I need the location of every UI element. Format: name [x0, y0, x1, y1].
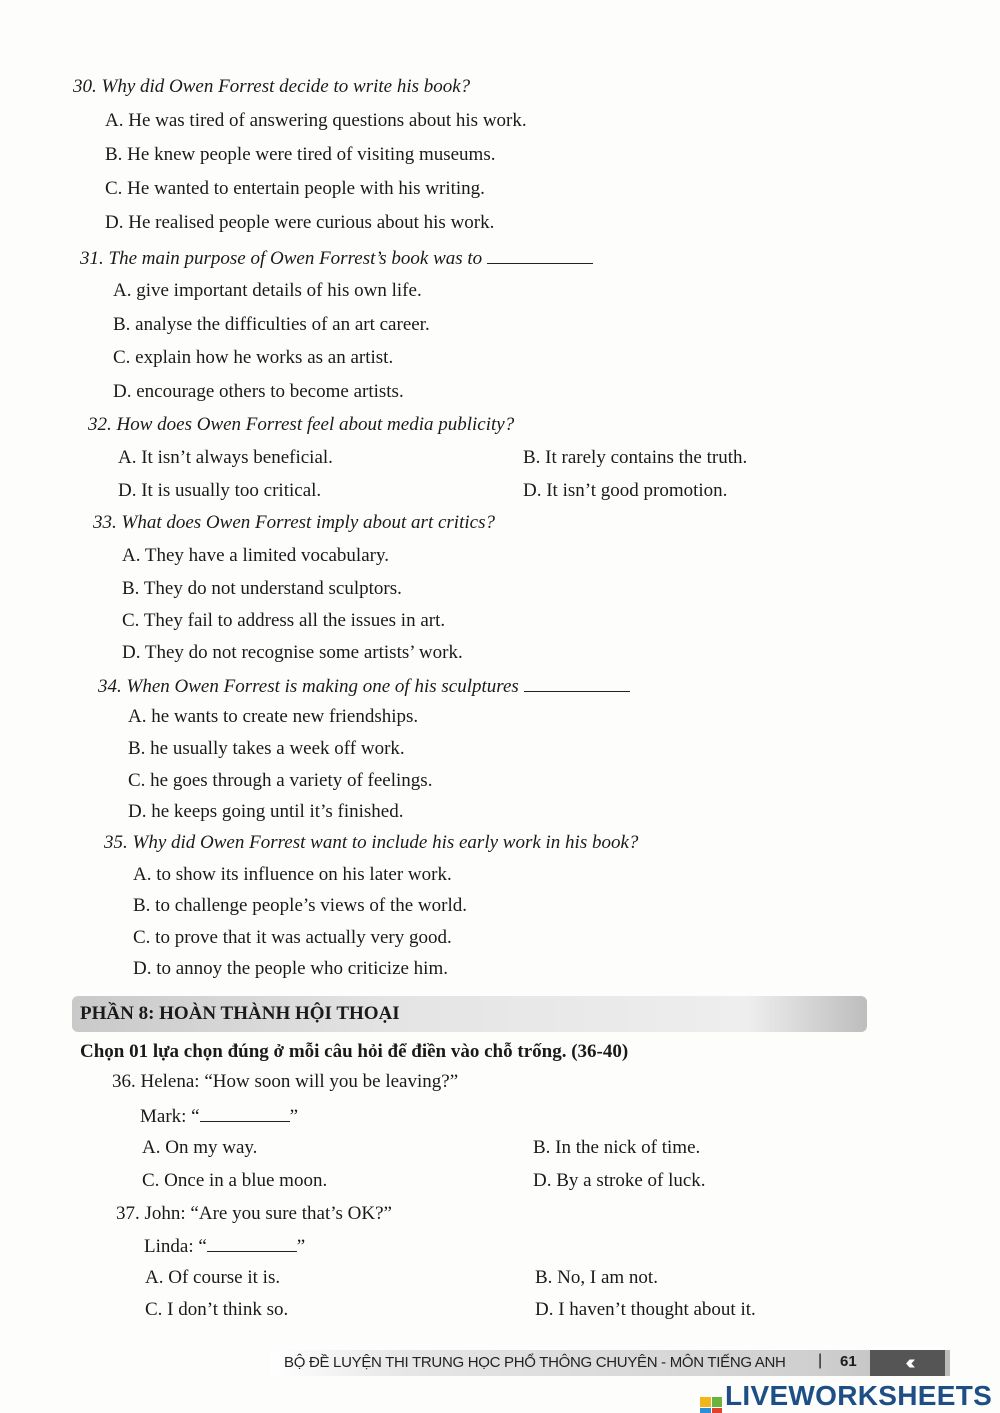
question-31	[80, 247, 593, 270]
option: D. to annoy the people who criticize him.	[133, 958, 448, 979]
option: D. He realised people were curious about his work.	[105, 212, 495, 233]
page-number: 61	[840, 1353, 857, 1370]
liveworksheets-logo[interactable]	[700, 1380, 992, 1413]
option: A. He was tired of answering questions about his work.	[105, 110, 527, 131]
option: C. explain how he works as an artist.	[113, 347, 394, 368]
option: D. encourage others to become artists.	[113, 381, 404, 402]
reply-close-quote: ”	[296, 1236, 306, 1257]
option: C. to prove that it was actually very good.	[133, 927, 452, 948]
option: B. In the nick of time.	[533, 1137, 701, 1158]
dialogue-36-reply	[140, 1105, 298, 1128]
answer-blank[interactable]	[524, 675, 630, 692]
footer-separator: |	[818, 1352, 823, 1369]
answer-blank[interactable]	[487, 247, 593, 264]
logo-text: LIVEWORKSHEETS	[725, 1380, 993, 1411]
option: A. On my way.	[142, 1137, 258, 1158]
option: B. analyse the difficulties of an art career.	[113, 314, 430, 335]
dialogue-37-prompt: 37. John: “Are you sure that’s OK?”	[116, 1203, 392, 1224]
footer-title: BỘ ĐỀ LUYỆN THI TRUNG HỌC PHỔ THÔNG CHUYÊN - MÔN TIẾNG ANH	[284, 1354, 786, 1371]
option: A. It isn’t always beneficial.	[118, 447, 333, 468]
option: B. to challenge people’s views of the world.	[133, 895, 468, 916]
option: D. It isn’t good promotion.	[523, 480, 728, 501]
option: A. They have a limited vocabulary.	[122, 545, 389, 566]
option: C. I don’t think so.	[145, 1299, 289, 1320]
option: B. he usually takes a week off work.	[128, 738, 405, 759]
option: D. I haven’t thought about it.	[535, 1299, 756, 1320]
option: D. By a stroke of luck.	[533, 1170, 706, 1191]
option: B. They do not understand sculptors.	[122, 578, 402, 599]
question-30: 30. Why did Owen Forrest decide to write his book?	[73, 76, 471, 97]
section-instruction: Chọn 01 lựa chọn đúng ở mỗi câu hỏi để điền vào chỗ trống. (36-40)	[80, 1041, 629, 1062]
option: A. give important details of his own life.	[113, 280, 422, 301]
option: C. They fail to address all the issues in art.	[122, 610, 446, 631]
dialogue-37-reply	[144, 1235, 305, 1258]
option: A. to show its influence on his later work.	[133, 864, 452, 885]
question-text: 31. The main purpose of Owen Forrest’s book was to	[80, 248, 483, 269]
answer-blank[interactable]	[200, 1105, 290, 1122]
option: C. He wanted to entertain people with his writing.	[105, 178, 485, 199]
question-text: 34. When Owen Forrest is making one of his sculptures	[98, 676, 519, 697]
option: A. he wants to create new friendships.	[128, 706, 419, 727]
question-35: 35. Why did Owen Forrest want to include his early work in his book?	[104, 832, 639, 853]
question-34	[98, 675, 630, 698]
option: C. Once in a blue moon.	[142, 1170, 328, 1191]
option: B. He knew people were tired of visiting museums.	[105, 144, 496, 165]
section-title: PHẦN 8: HOÀN THÀNH HỘI THOẠI	[80, 1003, 400, 1024]
question-32: 32. How does Owen Forrest feel about media publicity?	[88, 414, 515, 435]
dialogue-36-prompt: 36. Helena: “How soon will you be leaving?”	[112, 1071, 459, 1092]
reply-speaker: Mark: “	[140, 1106, 200, 1127]
answer-blank[interactable]	[207, 1235, 297, 1252]
option: A. Of course it is.	[145, 1267, 281, 1288]
option: D. he keeps going until it’s finished.	[128, 801, 404, 822]
question-33: 33. What does Owen Forrest imply about art critics?	[93, 512, 495, 533]
section-header	[72, 996, 867, 1032]
reply-close-quote: ”	[289, 1106, 299, 1127]
option: D. They do not recognise some artists’ work.	[122, 642, 463, 663]
option: D. It is usually too critical.	[118, 480, 322, 501]
reply-speaker: Linda: “	[144, 1236, 207, 1257]
option: C. he goes through a variety of feelings.	[128, 770, 433, 791]
chevron-decoration-icon: ‹‹‹‹‹‹	[870, 1350, 945, 1376]
option: B. It rarely contains the truth.	[523, 447, 748, 468]
logo-mark-icon	[700, 1397, 722, 1413]
option: B. No, I am not.	[535, 1267, 658, 1288]
page-footer	[270, 1350, 950, 1376]
